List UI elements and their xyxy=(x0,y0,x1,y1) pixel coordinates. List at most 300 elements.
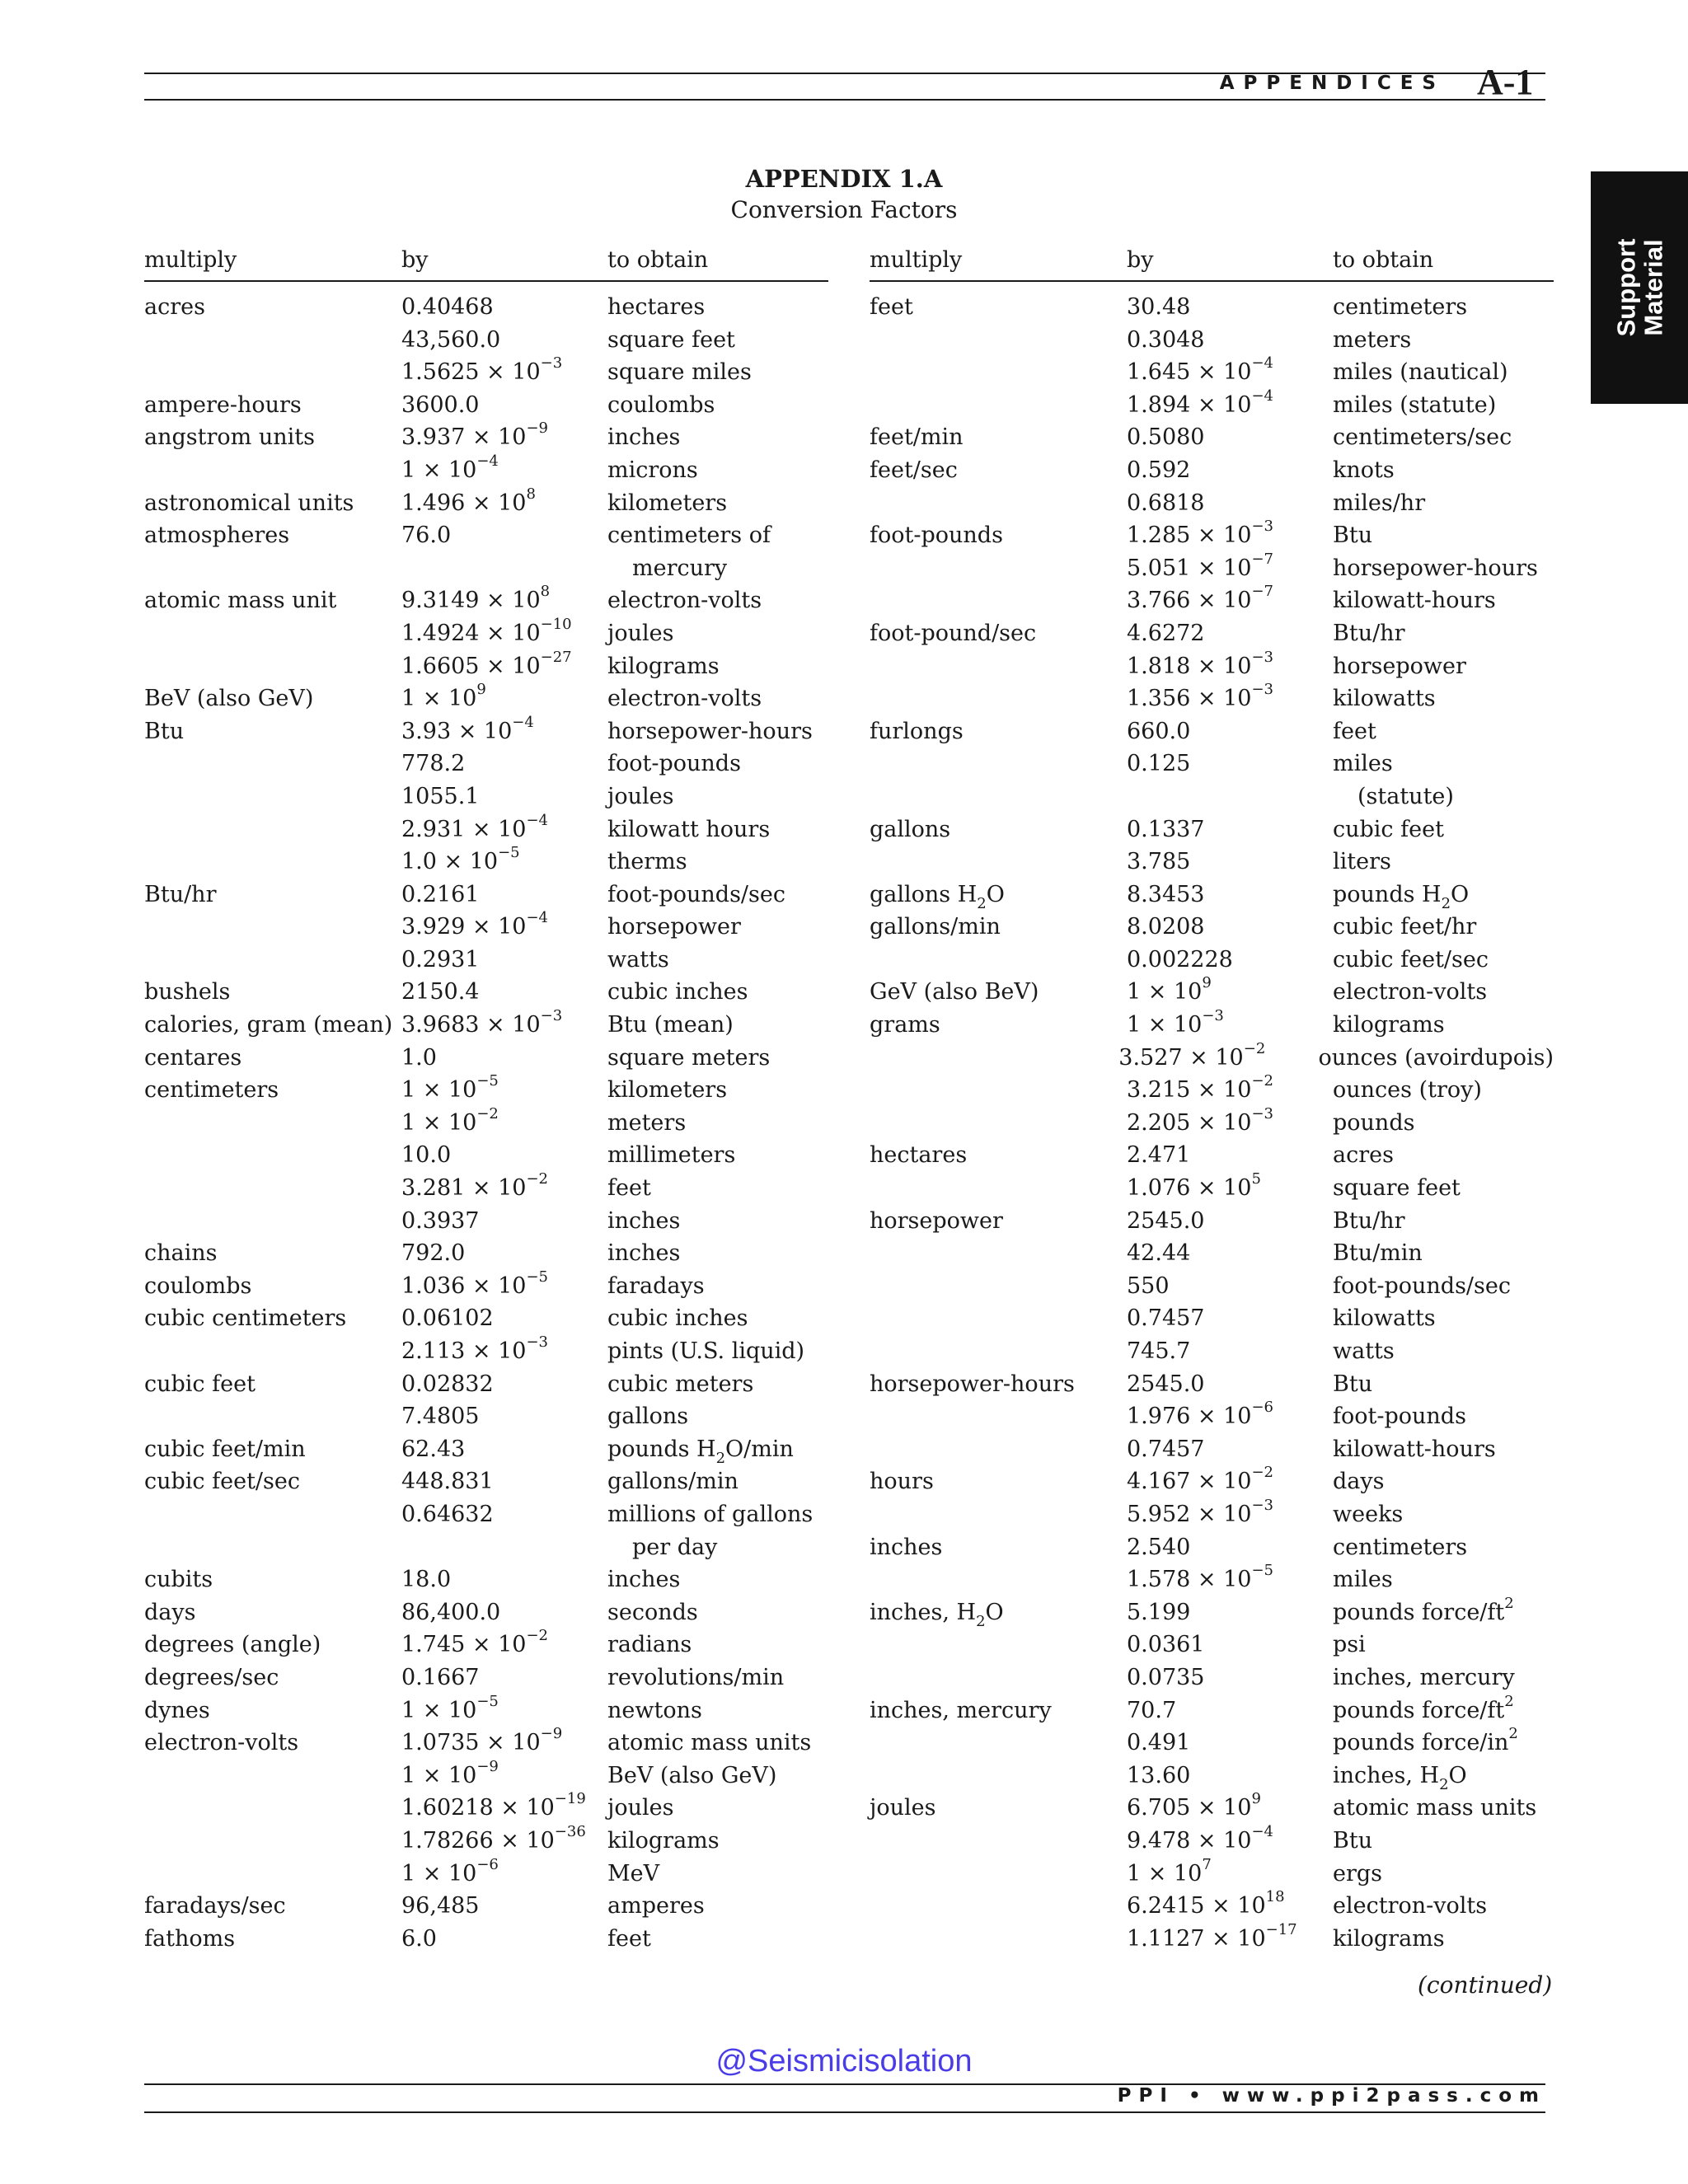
multiply-cell xyxy=(870,1923,1127,1956)
table-row xyxy=(870,1368,1554,1401)
factor-cell: 8.0208 xyxy=(1127,914,1205,940)
multiply-cell xyxy=(144,944,401,977)
result-unit-cell: square feet xyxy=(1333,1175,1461,1202)
result-unit-cell: days xyxy=(1333,1469,1385,1495)
table-row xyxy=(870,519,1554,552)
factor-cell: 2150.4 xyxy=(401,979,480,1005)
table-row xyxy=(870,324,1554,357)
multiply-cell xyxy=(870,1042,1118,1075)
table-row xyxy=(144,454,828,487)
table-row xyxy=(144,1563,828,1596)
result-unit-cell: Btu (mean) xyxy=(607,1012,734,1038)
result-unit-cell: seconds xyxy=(607,1599,698,1625)
table-row xyxy=(870,1760,1554,1793)
factor-cell: $1.1127 \times 10^{-17}$ xyxy=(1127,1920,1297,1952)
result-unit-cell: miles (nautical) xyxy=(1333,359,1508,386)
multiply-cell xyxy=(144,1400,401,1433)
table-row xyxy=(870,813,1554,846)
result-unit-cell: square meters xyxy=(607,1044,771,1071)
table-row xyxy=(870,715,1554,748)
table-row xyxy=(870,291,1554,324)
factor-cell: 62.43 xyxy=(401,1436,466,1462)
factor-cell: 76.0 xyxy=(401,523,452,549)
multiply-cell xyxy=(870,1727,1127,1760)
table-row xyxy=(870,584,1554,617)
table-row xyxy=(870,1400,1554,1433)
table-row xyxy=(870,1920,1554,1956)
result-unit-cell: inches, $H_2O$ xyxy=(1333,1762,1467,1794)
result-unit-cell: BeV (also GeV) xyxy=(607,1762,777,1788)
result-unit-cell: kilograms xyxy=(1333,1012,1445,1038)
result-unit-cell: centimeters xyxy=(1333,294,1468,320)
factor-cell: 0.1667 xyxy=(401,1664,480,1690)
result-unit-cell: microns xyxy=(607,457,698,483)
table-row xyxy=(870,421,1554,454)
factor-cell: $3.766 \times 10^{-7}$ xyxy=(1127,583,1273,614)
result-unit-cell: kilometers xyxy=(607,1077,728,1104)
multiply-cell: GeV (also BeV) xyxy=(870,979,1039,1005)
factor-cell: 448.831 xyxy=(401,1469,494,1495)
table-row xyxy=(144,1042,828,1075)
factor-cell: 0.5080 xyxy=(1127,424,1205,451)
multiply-cell xyxy=(870,487,1127,520)
result-unit-cell: kilowatts xyxy=(1333,686,1436,712)
table-row xyxy=(144,1890,828,1923)
factor-cell: $3.527 \times 10^{-2}$ xyxy=(1118,1039,1266,1071)
multiply-cell: hours xyxy=(870,1469,934,1495)
multiply-cell xyxy=(144,1498,401,1531)
multiply-cell: degrees/sec xyxy=(144,1664,279,1690)
factor-cell: 2.540 xyxy=(1127,1534,1191,1560)
header-by: by xyxy=(401,247,429,273)
result-unit-cell: millimeters xyxy=(607,1142,736,1169)
factor-cell xyxy=(401,552,607,585)
multiply-cell: bushels xyxy=(144,979,231,1005)
result-unit-cell: gallons xyxy=(607,1404,689,1430)
table-row xyxy=(144,1727,828,1760)
table-row xyxy=(870,780,1554,813)
result-unit-cell: radians xyxy=(607,1632,692,1658)
result-unit-cell: meters xyxy=(607,1109,687,1136)
result-unit-cell: kilograms xyxy=(1333,1925,1445,1952)
result-unit-cell: foot-pounds xyxy=(1333,1404,1466,1430)
factor-cell: $3.215 \times 10^{-2}$ xyxy=(1127,1072,1273,1104)
factor-cell: 0.06102 xyxy=(401,1305,494,1332)
table-row xyxy=(870,1139,1554,1172)
factor-cell: $1 \times 10^7$ xyxy=(1127,1855,1212,1886)
result-unit-cell: newtons xyxy=(607,1697,702,1723)
result-unit-cell: kilometers xyxy=(607,490,728,516)
result-unit-cell: horsepower-hours xyxy=(1333,555,1538,581)
page-number: A-1 xyxy=(1477,62,1534,102)
result-unit-cell: foot-pounds/sec xyxy=(1333,1272,1511,1299)
multiply-cell: feet xyxy=(870,294,913,320)
multiply-cell xyxy=(144,780,401,813)
result-unit-cell: therms xyxy=(607,849,687,875)
multiply-cell xyxy=(870,324,1127,357)
result-unit-cell: inches xyxy=(607,424,681,451)
table-row xyxy=(870,1433,1554,1466)
table-row xyxy=(870,617,1554,650)
multiply-cell xyxy=(144,617,401,650)
result-unit-cell: watts xyxy=(1333,1338,1395,1364)
factor-cell: 42.44 xyxy=(1127,1240,1191,1267)
header-to-obtain: to obtain xyxy=(607,247,709,273)
factor-cell: 13.60 xyxy=(1127,1762,1191,1788)
result-unit-cell: Btu/min xyxy=(1333,1240,1423,1267)
factor-cell: 745.7 xyxy=(1127,1338,1191,1364)
multiply-cell: furlongs xyxy=(870,718,964,744)
result-unit-cell: inches xyxy=(607,1567,681,1593)
result-unit-cell: weeks xyxy=(1333,1501,1404,1527)
table-row xyxy=(870,911,1554,944)
result-unit-cell: kilowatts xyxy=(1333,1305,1436,1332)
table-row xyxy=(144,1498,828,1531)
result-unit-cell: joules xyxy=(607,620,674,646)
table-row xyxy=(870,1039,1554,1075)
multiply-cell xyxy=(870,1270,1127,1303)
result-unit-cell: liters xyxy=(1333,849,1391,875)
factor-cell: $2.931 \times 10^{-4}$ xyxy=(401,811,548,842)
multiply-cell xyxy=(870,1237,1127,1270)
multiply-cell: astronomical units xyxy=(144,490,354,516)
result-unit-cell: coulombs xyxy=(607,391,715,418)
multiply-cell xyxy=(870,1335,1127,1368)
factor-cell: 0.125 xyxy=(1127,751,1191,777)
multiply-cell: centares xyxy=(144,1044,242,1071)
table-row xyxy=(144,976,828,1009)
factor-cell: 96,485 xyxy=(401,1893,480,1919)
factor-cell: $1.78266 \times 10^{-36}$ xyxy=(401,1822,586,1854)
table-row xyxy=(870,1172,1554,1205)
factor-cell: $1.745 \times 10^{-2}$ xyxy=(401,1627,548,1658)
result-unit-cell: gallons/min xyxy=(607,1469,738,1495)
appendix-subtitle: Conversion Factors xyxy=(730,196,958,223)
factor-cell: 0.7457 xyxy=(1127,1436,1205,1462)
multiply-cell xyxy=(144,1205,401,1238)
conversion-table-right xyxy=(870,247,1554,1955)
factor-cell: $1.4924 \times 10^{-10}$ xyxy=(401,615,572,646)
factor-cell: 0.6818 xyxy=(1127,490,1205,516)
factor-cell: $3.929 \times 10^{-4}$ xyxy=(401,909,548,940)
table-row xyxy=(870,682,1554,715)
multiply-cell: feet/sec xyxy=(870,457,958,483)
result-unit-cell: electron-volts xyxy=(607,588,762,614)
table-row xyxy=(870,1727,1554,1760)
footer-rule-bottom xyxy=(144,2111,1545,2113)
multiply-cell xyxy=(870,944,1127,977)
result-unit-cell: (statute) xyxy=(1357,783,1454,809)
table-row xyxy=(870,552,1554,585)
result-unit-cell: pounds xyxy=(1333,1109,1415,1136)
result-unit-cell: atomic mass units xyxy=(607,1730,812,1756)
result-unit-cell: millions of gallons xyxy=(607,1501,814,1527)
result-unit-cell: horsepower-hours xyxy=(607,718,813,744)
factor-cell: $5.051 \times 10^{-7}$ xyxy=(1127,550,1273,581)
factor-cell: 43,560.0 xyxy=(401,326,501,353)
table-row xyxy=(870,1629,1554,1661)
factor-cell: $1.496 \times 10^8$ xyxy=(401,485,536,516)
table-row xyxy=(870,1335,1554,1368)
table-row xyxy=(144,1009,828,1042)
table-row xyxy=(870,1563,1554,1596)
factor-cell: $1.818 \times 10^{-3}$ xyxy=(1127,648,1273,679)
header-multiply: multiply xyxy=(144,247,237,273)
table-row xyxy=(144,879,828,912)
table-row xyxy=(870,1009,1554,1042)
header-to-obtain: to obtain xyxy=(1333,247,1434,273)
factor-cell: 3.785 xyxy=(1127,849,1191,875)
factor-cell: 0.3048 xyxy=(1127,326,1205,353)
result-unit-cell: watts xyxy=(607,946,669,972)
multiply-cell: faradays/sec xyxy=(144,1893,286,1919)
table-row xyxy=(144,1335,828,1368)
result-unit-cell: square feet xyxy=(607,326,735,353)
table-row xyxy=(144,682,828,715)
result-unit-cell: Btu xyxy=(1333,1827,1373,1854)
table-row xyxy=(870,1302,1554,1335)
factor-cell: 0.002228 xyxy=(1127,946,1233,972)
result-unit-cell: centimeters xyxy=(1333,1534,1468,1560)
table-row xyxy=(870,454,1554,487)
table-row xyxy=(144,584,828,617)
result-unit-cell: ergs xyxy=(1333,1860,1383,1886)
factor-cell: $1 \times 10^{-9}$ xyxy=(401,1757,499,1788)
factor-cell: 0.0361 xyxy=(1127,1632,1205,1658)
multiply-cell xyxy=(144,324,401,357)
multiply-cell: coulombs xyxy=(144,1272,252,1299)
result-unit-cell: kilograms xyxy=(607,653,720,679)
result-unit-cell: cubic inches xyxy=(607,1305,748,1332)
factor-cell: 0.0735 xyxy=(1127,1664,1205,1690)
table-row xyxy=(870,1531,1554,1564)
table-row xyxy=(144,813,828,846)
table-row xyxy=(144,780,828,813)
table-header xyxy=(870,247,1554,282)
multiply-cell xyxy=(144,1139,401,1172)
result-unit-cell: electron-volts xyxy=(1333,979,1488,1005)
multiply-cell: gallons xyxy=(870,816,951,842)
result-unit-cell: Btu/hr xyxy=(1333,1207,1405,1234)
multiply-cell: fathoms xyxy=(144,1925,236,1952)
table-row xyxy=(144,1629,828,1661)
multiply-cell: BeV (also GeV) xyxy=(144,686,314,712)
result-unit-cell: inches xyxy=(607,1240,681,1267)
result-unit-cell: kilograms xyxy=(607,1827,720,1854)
result-unit-cell: cubic feet xyxy=(1333,816,1444,842)
multiply-cell xyxy=(870,1107,1127,1140)
table-row xyxy=(144,1596,828,1629)
result-unit-cell: revolutions/min xyxy=(607,1664,785,1690)
factor-cell: 2545.0 xyxy=(1127,1371,1205,1397)
multiply-cell xyxy=(144,1172,401,1205)
multiply-cell xyxy=(870,1760,1127,1793)
result-unit-cell: feet xyxy=(607,1925,651,1952)
table-row xyxy=(870,1855,1554,1891)
result-unit-cell: Btu xyxy=(1333,1371,1373,1397)
table-row xyxy=(144,552,828,585)
result-unit-cell: Btu xyxy=(1333,523,1373,549)
table-body-right xyxy=(870,291,1554,1955)
table-row xyxy=(144,846,828,879)
table-row xyxy=(870,1074,1554,1107)
table-row xyxy=(870,846,1554,879)
result-unit-cell: meters xyxy=(1333,326,1412,353)
multiply-cell xyxy=(870,1433,1127,1466)
result-unit-cell: mercury xyxy=(632,555,728,581)
result-unit-cell: joules xyxy=(607,1795,674,1821)
multiply-cell: angstrom units xyxy=(144,424,315,451)
conversion-table-left xyxy=(144,247,828,1955)
multiply-cell xyxy=(870,748,1127,780)
multiply-cell: chains xyxy=(144,1240,218,1267)
table-row xyxy=(144,715,828,748)
factor-cell: $2.205 \times 10^{-3}$ xyxy=(1127,1104,1273,1136)
multiply-cell: Btu xyxy=(144,718,185,744)
multiply-cell xyxy=(870,1563,1127,1596)
factor-cell: $1 \times 10^{-5}$ xyxy=(401,1692,499,1723)
factor-cell: $1.0 \times 10^{-5}$ xyxy=(401,844,520,875)
result-unit-cell: miles xyxy=(1333,751,1393,777)
result-unit-cell: per day xyxy=(632,1534,718,1560)
factor-cell: $2.113 \times 10^{-3}$ xyxy=(401,1333,548,1364)
table-row xyxy=(144,1923,828,1956)
factor-cell: 0.2931 xyxy=(401,946,480,972)
multiply-cell: ampere-hours xyxy=(144,391,302,418)
multiply-cell: centimeters xyxy=(144,1077,279,1104)
table-row xyxy=(870,1498,1554,1531)
multiply-cell: cubic feet xyxy=(144,1371,256,1397)
factor-cell: 1.0 xyxy=(401,1044,437,1071)
table-row xyxy=(144,291,828,324)
table-row xyxy=(870,1205,1554,1238)
multiply-cell: calories, gram (mean) xyxy=(144,1012,393,1038)
table-row xyxy=(144,487,828,520)
factor-cell: $1.285 \times 10^{-3}$ xyxy=(1127,518,1273,549)
multiply-cell xyxy=(144,813,401,846)
table-row xyxy=(144,1400,828,1433)
table-row xyxy=(870,1890,1554,1923)
table-row xyxy=(870,487,1554,520)
multiply-cell: horsepower-hours xyxy=(870,1371,1075,1397)
multiply-cell: cubic feet/sec xyxy=(144,1469,300,1495)
side-tab-label xyxy=(1612,239,1667,337)
table-row xyxy=(870,1596,1554,1629)
table-row xyxy=(870,650,1554,683)
multiply-cell xyxy=(144,1858,401,1891)
factor-cell: $9.478 \times 10^{-4}$ xyxy=(1127,1822,1273,1854)
table-row xyxy=(870,748,1554,780)
factor-cell: 5.199 xyxy=(1127,1599,1191,1625)
factor-cell: 0.64632 xyxy=(401,1501,494,1527)
multiply-cell: electron-volts xyxy=(144,1730,299,1756)
factor-cell: $1 \times 10^{-5}$ xyxy=(401,1072,499,1104)
multiply-cell: inches, $H_2O$ xyxy=(870,1599,1004,1631)
table-row xyxy=(144,1205,828,1238)
multiply-cell xyxy=(870,650,1127,683)
multiply-cell: gallons $H_2O$ xyxy=(870,881,1005,913)
result-unit-cell: ounces (troy) xyxy=(1333,1077,1482,1104)
multiply-cell xyxy=(870,780,1127,813)
table-row xyxy=(870,1465,1554,1498)
factor-cell: 0.7457 xyxy=(1127,1305,1205,1332)
factor-cell: $4.167 \times 10^{-2}$ xyxy=(1127,1464,1273,1495)
factor-cell: 1055.1 xyxy=(401,783,480,809)
multiply-cell xyxy=(870,1629,1127,1661)
factor-cell: 0.1337 xyxy=(1127,816,1205,842)
result-unit-cell: joules xyxy=(607,783,674,809)
factor-cell: 792.0 xyxy=(401,1240,466,1267)
table-row xyxy=(144,1368,828,1401)
table-row xyxy=(870,389,1554,422)
table-row xyxy=(144,1074,828,1107)
table-row xyxy=(144,356,828,389)
multiply-cell xyxy=(870,356,1127,389)
result-unit-cell: kilowatt-hours xyxy=(1333,1436,1496,1462)
factor-cell: $1 \times 10^{-3}$ xyxy=(1127,1007,1224,1038)
side-tab-line1: Support xyxy=(1611,238,1640,337)
factor-cell: $1.356 \times 10^{-3}$ xyxy=(1127,681,1273,712)
multiply-cell: days xyxy=(144,1599,196,1625)
result-unit-cell: cubic feet/hr xyxy=(1333,914,1477,940)
multiply-cell: horsepower xyxy=(870,1207,1003,1234)
multiply-cell: acres xyxy=(144,294,205,320)
result-unit-cell: psi xyxy=(1333,1632,1366,1658)
factor-cell xyxy=(1127,780,1333,813)
table-row xyxy=(144,519,828,552)
result-unit-cell: cubic inches xyxy=(607,979,748,1005)
factor-cell: $1.894 \times 10^{-4}$ xyxy=(1127,387,1273,418)
factor-cell: 2.471 xyxy=(1127,1142,1191,1169)
multiply-cell xyxy=(870,1074,1127,1107)
table-row xyxy=(870,1104,1554,1140)
multiply-cell xyxy=(144,1760,401,1793)
table-row xyxy=(870,976,1554,1009)
factor-cell: $1.578 \times 10^{-5}$ xyxy=(1127,1562,1273,1593)
table-row xyxy=(870,1237,1554,1270)
multiply-cell: Btu/hr xyxy=(144,881,217,907)
multiply-cell: inches xyxy=(870,1534,943,1560)
factor-cell: $1 \times 10^9$ xyxy=(1127,974,1212,1005)
multiply-cell xyxy=(870,1172,1127,1205)
factor-cell: 0.3937 xyxy=(401,1207,480,1234)
table-row xyxy=(144,1302,828,1335)
multiply-cell: inches, mercury xyxy=(870,1697,1052,1723)
factor-cell: 10.0 xyxy=(401,1142,452,1169)
factor-cell: 4.6272 xyxy=(1127,620,1205,646)
result-unit-cell: inches, mercury xyxy=(1333,1664,1515,1690)
factor-cell: 0.2161 xyxy=(401,881,480,907)
result-unit-cell: atomic mass units xyxy=(1333,1795,1537,1821)
factor-cell: $1.6605 \times 10^{-27}$ xyxy=(401,648,572,679)
table-row xyxy=(144,1237,828,1270)
multiply-cell xyxy=(144,1335,401,1368)
multiply-cell xyxy=(870,1400,1127,1433)
header-rule-bottom xyxy=(144,99,1545,101)
result-unit-cell: kilowatt-hours xyxy=(1333,588,1496,614)
result-unit-cell: horsepower xyxy=(607,914,741,940)
factor-cell: 30.48 xyxy=(1127,294,1191,320)
multiply-cell: hectares xyxy=(870,1142,968,1169)
multiply-cell xyxy=(144,1825,401,1858)
result-unit-cell: miles/hr xyxy=(1333,490,1426,516)
result-unit-cell: electron-volts xyxy=(607,686,762,712)
multiply-cell: foot-pound/sec xyxy=(870,620,1037,646)
factor-cell: 70.7 xyxy=(1127,1697,1177,1723)
table-row xyxy=(144,911,828,944)
result-unit-cell: cubic meters xyxy=(607,1371,754,1397)
factor-cell: 7.4805 xyxy=(401,1404,480,1430)
